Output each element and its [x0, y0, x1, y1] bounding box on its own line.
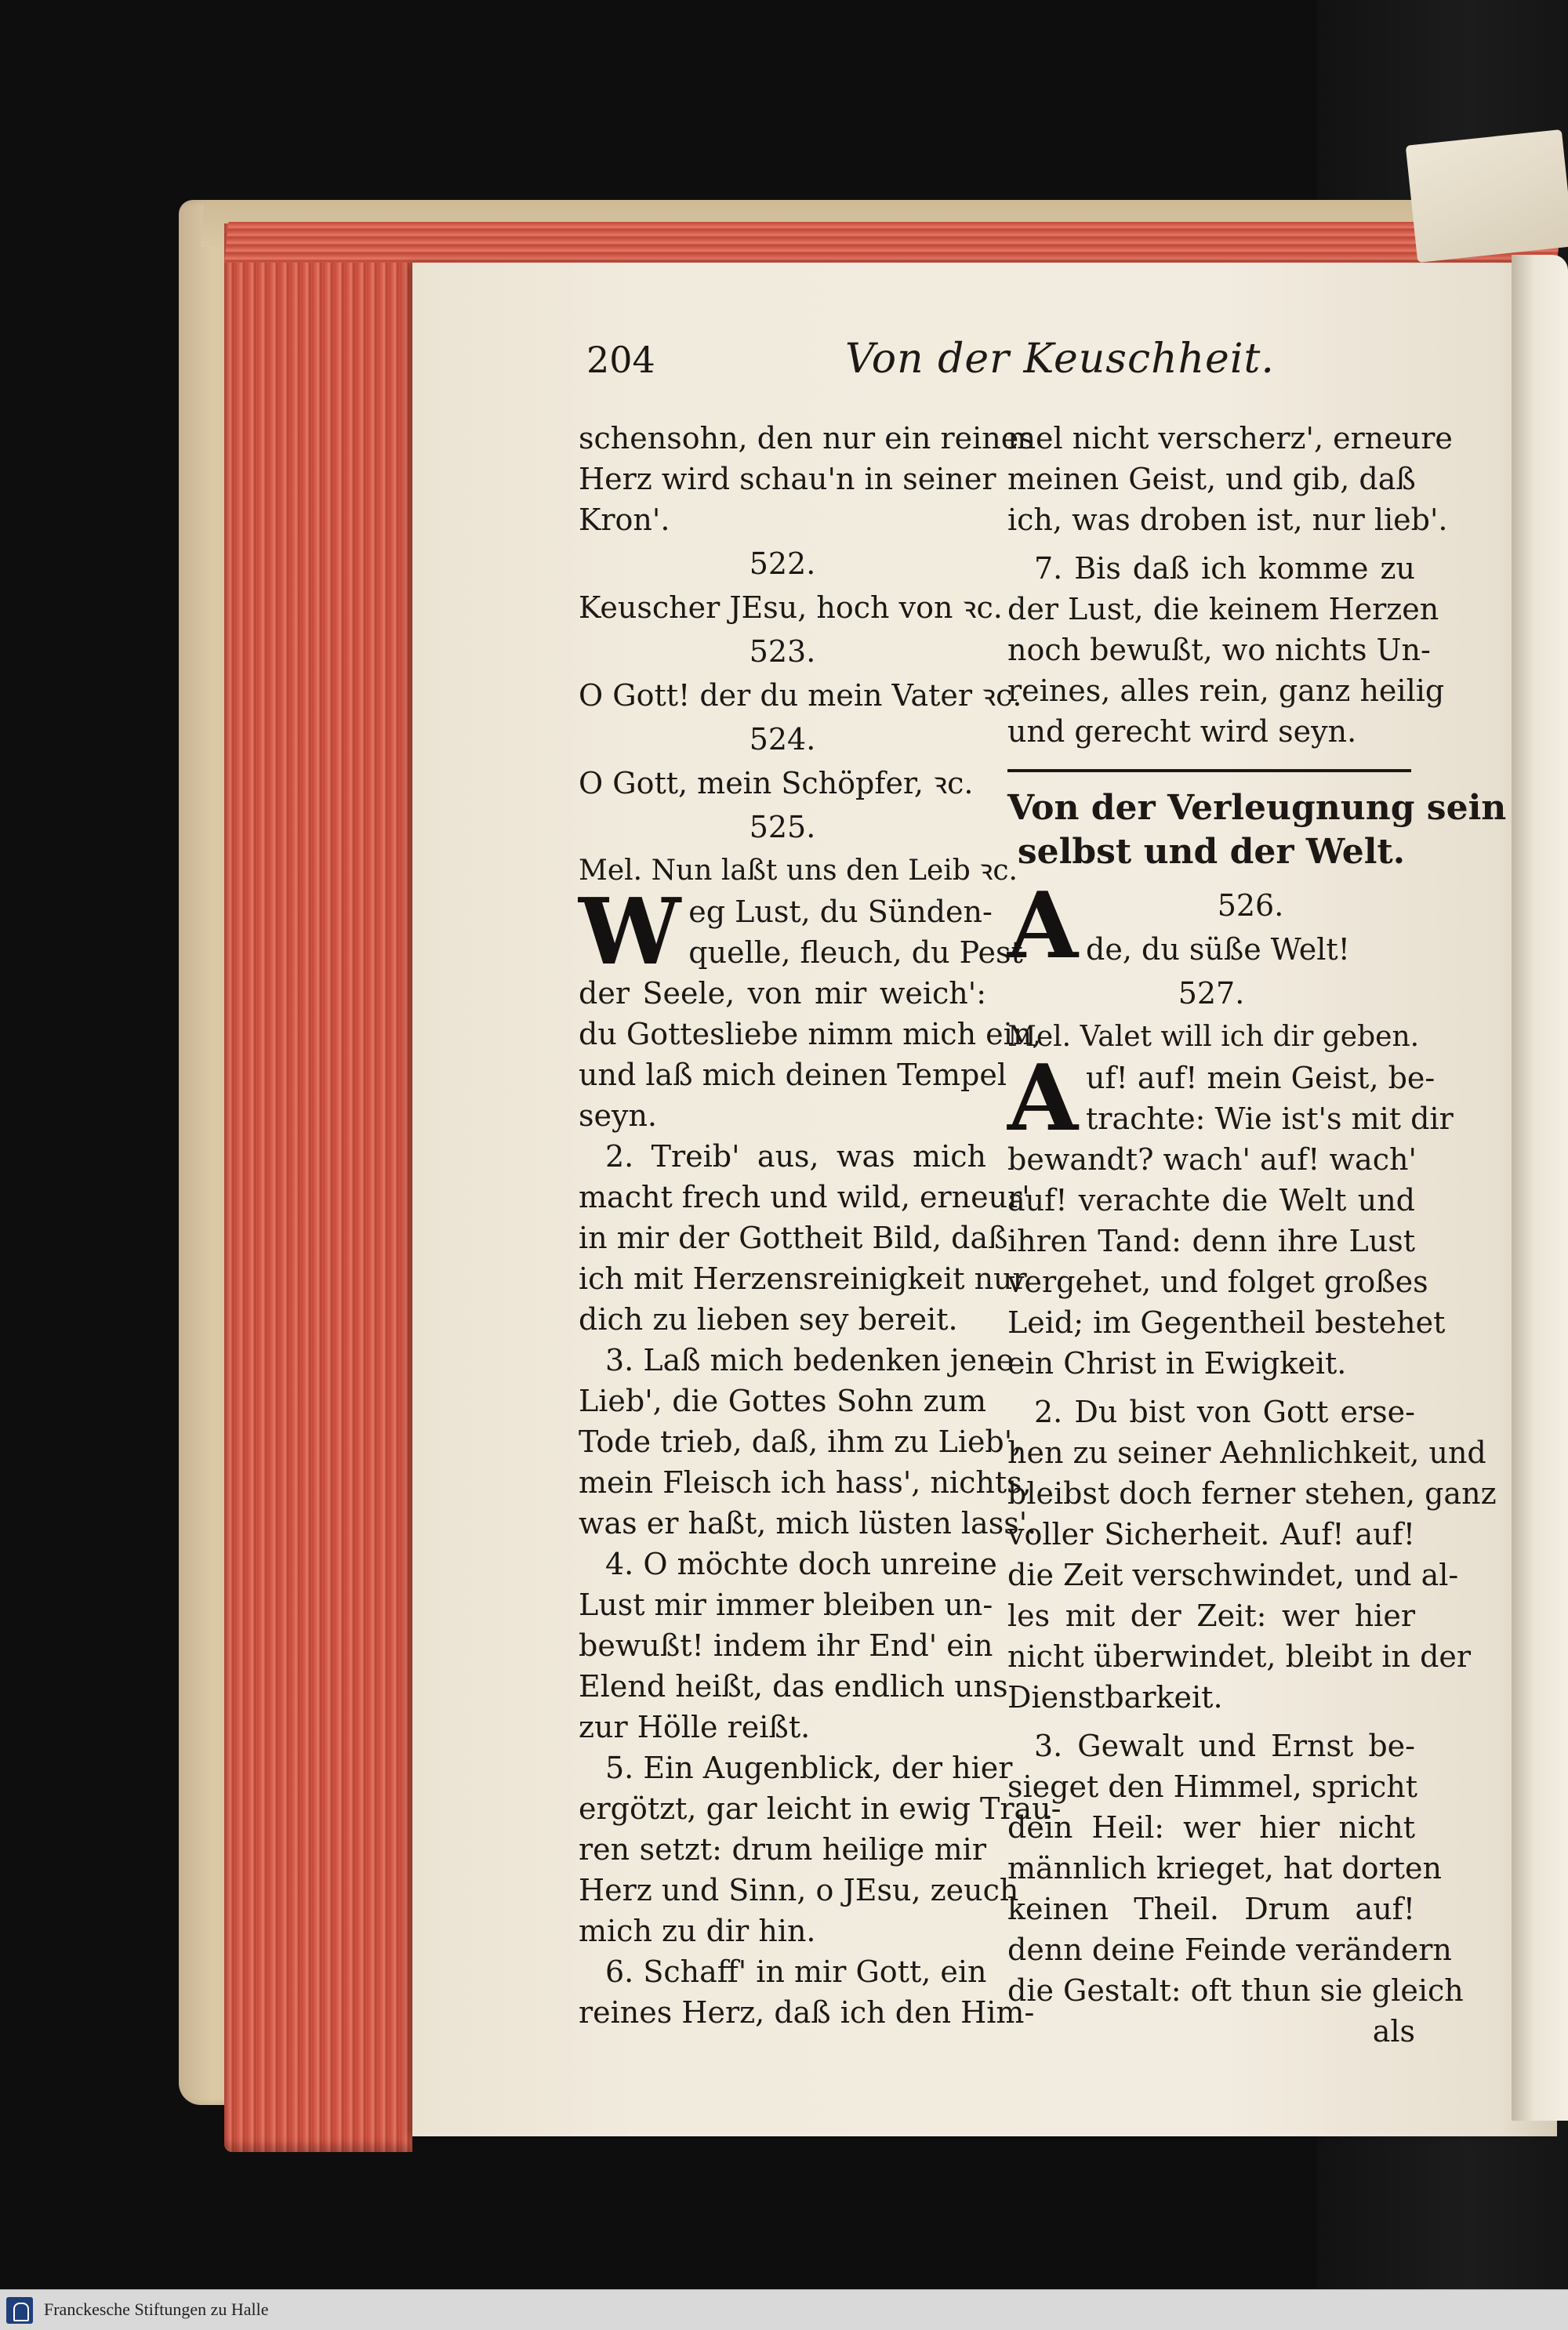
text-line: der Seele, von mir weich': [579, 976, 986, 1011]
text-line: du Gottesliebe nimm mich ein, [579, 1017, 1042, 1051]
text-line: Herz wird schau'n in seiner [579, 462, 996, 496]
text-line: Leid; im Gegentheil bestehet [1007, 1305, 1446, 1340]
text-line: sieget den Himmel, spricht [1007, 1769, 1418, 1804]
verse-1 [579, 879, 1042, 1136]
verse-5 [579, 1748, 1062, 1951]
text-line: und gerecht wird seyn. [1007, 714, 1357, 749]
text-line: denn deine Feinde verändern [1007, 1933, 1452, 1967]
text-line: dein Heil: wer hier nicht [1007, 1810, 1415, 1845]
text-line: was er haßt, mich lüsten lass'. [579, 1506, 1037, 1541]
institution-logo-icon [6, 2297, 33, 2324]
text-line: nicht überwindet, bleibt in der [1007, 1639, 1472, 1674]
text-line: Lieb', die Gottes Sohn zum [579, 1384, 986, 1418]
text-line: mel nicht verscherz', erneure [1007, 421, 1453, 455]
text-line: ren setzt: drum heilige mir [579, 1832, 986, 1867]
text-line: les mit der Zeit: wer hier [1007, 1599, 1415, 1633]
text-line: 3. Laß mich bedenken jene [605, 1343, 1014, 1377]
text-line: vergehet, und folget großes [1007, 1265, 1428, 1299]
text-line: reines, alles rein, ganz heilig [1007, 673, 1445, 708]
hymn-incipit: O Gott! der du mein Vater ꝛc. [579, 678, 1022, 713]
text-line: ergötzt, gar leicht in ewig Trau- [579, 1791, 1062, 1826]
hymn-incipit: O Gott, mein Schöpfer, ꝛc. [579, 766, 974, 800]
verse-2 [1007, 1392, 1497, 1718]
verse-7 [1007, 548, 1445, 752]
text-line: uf! auf! mein Geist, be- [1086, 1061, 1436, 1095]
text-line: und laß mich deinen Tempel [579, 1058, 1007, 1092]
text-line: noch bewußt, wo nichts Un- [1007, 633, 1431, 667]
page-header [586, 336, 1410, 386]
drop-capital: W [579, 879, 681, 985]
hymn-number: 525. [749, 810, 816, 844]
hymn-number: 526. [1217, 888, 1284, 923]
text-line: dich zu lieben sey bereit. [579, 1302, 958, 1337]
hymn-incipit: de, du süße Welt! [1086, 932, 1350, 967]
text-line: bewußt! indem ihr End' ein [579, 1628, 993, 1663]
text-line: 6. Schaff' in mir Gott, ein [605, 1954, 987, 1989]
section-title: Von der Verleugnung sein [1007, 788, 1507, 828]
hymn-number: 524. [749, 722, 816, 757]
text-line: ein Christ in Ewigkeit. [1007, 1346, 1347, 1381]
text-line: männlich krieget, hat dorten [1007, 1851, 1442, 1885]
text-line: zur Hölle reißt. [579, 1710, 811, 1744]
text-line: quelle, fleuch, du Pest [688, 935, 1023, 970]
text-line: voller Sicherheit. Auf! auf! [1007, 1517, 1415, 1552]
verse-3 [1007, 1726, 1464, 2011]
text-line: 2. Du bist von Gott erse- [1034, 1395, 1415, 1429]
text-line: Kron'. [579, 503, 670, 537]
text-line: die Gestalt: oft thun sie gleich [1007, 1973, 1464, 2008]
text-line: reines Herz, daß ich den Him- [579, 1995, 1035, 2030]
text-line: trachte: Wie ist's mit dir [1086, 1101, 1454, 1136]
text-line: macht frech und wild, erneur' [579, 1180, 1030, 1214]
verse-4 [579, 1544, 1008, 1748]
left-column [579, 418, 1062, 2033]
text-line: Herz und Sinn, o JEsu, zeuch [579, 1873, 1019, 1907]
viewer-footer [0, 2289, 1568, 2330]
text-line: bewandt? wach' auf! wach' [1007, 1142, 1417, 1177]
text-line: die Zeit verschwindet, und al- [1007, 1558, 1459, 1592]
text-line: in mir der Gottheit Bild, daß [579, 1221, 1008, 1255]
text-line: 5. Ein Augenblick, der hier [605, 1751, 1013, 1785]
hymn-526 [1007, 873, 1415, 979]
section-divider [1007, 769, 1411, 772]
text-line: 3. Gewalt und Ernst be- [1034, 1729, 1415, 1763]
institution-name: Franckesche Stiftungen zu Halle [44, 2299, 269, 2319]
text-line: Lust mir immer bleiben un- [579, 1588, 993, 1622]
text-line: hen zu seiner Aehnlichkeit, und [1007, 1435, 1486, 1470]
verse-6 [579, 1951, 1035, 2033]
text-line: mein Fleisch ich hass', nichts, [579, 1465, 1032, 1500]
page-number: 204 [586, 339, 655, 381]
text-line: Dienstbarkeit. [1007, 1680, 1223, 1715]
section-title: selbst und der Welt. [1017, 832, 1406, 872]
verse-3 [579, 1340, 1037, 1544]
drop-capital: A [1007, 1045, 1079, 1152]
text-line: der Lust, die keinem Herzen [1007, 592, 1439, 626]
text-line: ich, was droben ist, nur lieb'. [1007, 503, 1448, 537]
right-column [1007, 418, 1507, 2052]
catchword: als [1372, 2014, 1415, 2049]
text-line: Elend heißt, das endlich uns [579, 1669, 1008, 1704]
text-line: Tode trieb, daß, ihm zu Lieb', [579, 1424, 1022, 1459]
verse-1 [1007, 1045, 1454, 1384]
text-line: seyn. [579, 1098, 658, 1133]
text-line: ich mit Herzensreinigkeit nur [579, 1261, 1027, 1296]
melody-line: Mel. Nun laßt uns den Leib ꝛc. [579, 855, 1018, 887]
hymn-number: 523. [749, 634, 816, 669]
text-line: schensohn, den nur ein reines [579, 421, 1034, 455]
text-line: eg Lust, du Sünden- [688, 895, 993, 929]
text-line: meinen Geist, und gib, daß [1007, 462, 1416, 496]
text-line: 2. Treib' aus, was mich [605, 1139, 986, 1174]
melody-line: Mel. Valet will ich dir geben. [1007, 1021, 1420, 1053]
drop-capital: A [1007, 873, 1079, 979]
hymn-incipit: Keuscher JEsu, hoch von ꝛc. [579, 590, 1003, 625]
text-line: ihren Tand: denn ihre Lust [1007, 1224, 1415, 1258]
hymn-number: 522. [749, 546, 816, 581]
text-line: keinen Theil. Drum auf! [1007, 1892, 1415, 1926]
running-title: Von der Keuschheit. [845, 336, 1275, 383]
text-line: 7. Bis daß ich komme zu [1034, 551, 1415, 586]
hymn-number: 527. [1178, 976, 1245, 1011]
verse-2 [579, 1136, 1030, 1340]
text-line: bleibst doch ferner stehen, ganz [1007, 1476, 1497, 1511]
text-line: auf! verachte die Welt und [1007, 1183, 1415, 1218]
text-line: 4. O möchte doch unreine [605, 1547, 997, 1581]
text-line: mich zu dir hin. [579, 1914, 816, 1948]
